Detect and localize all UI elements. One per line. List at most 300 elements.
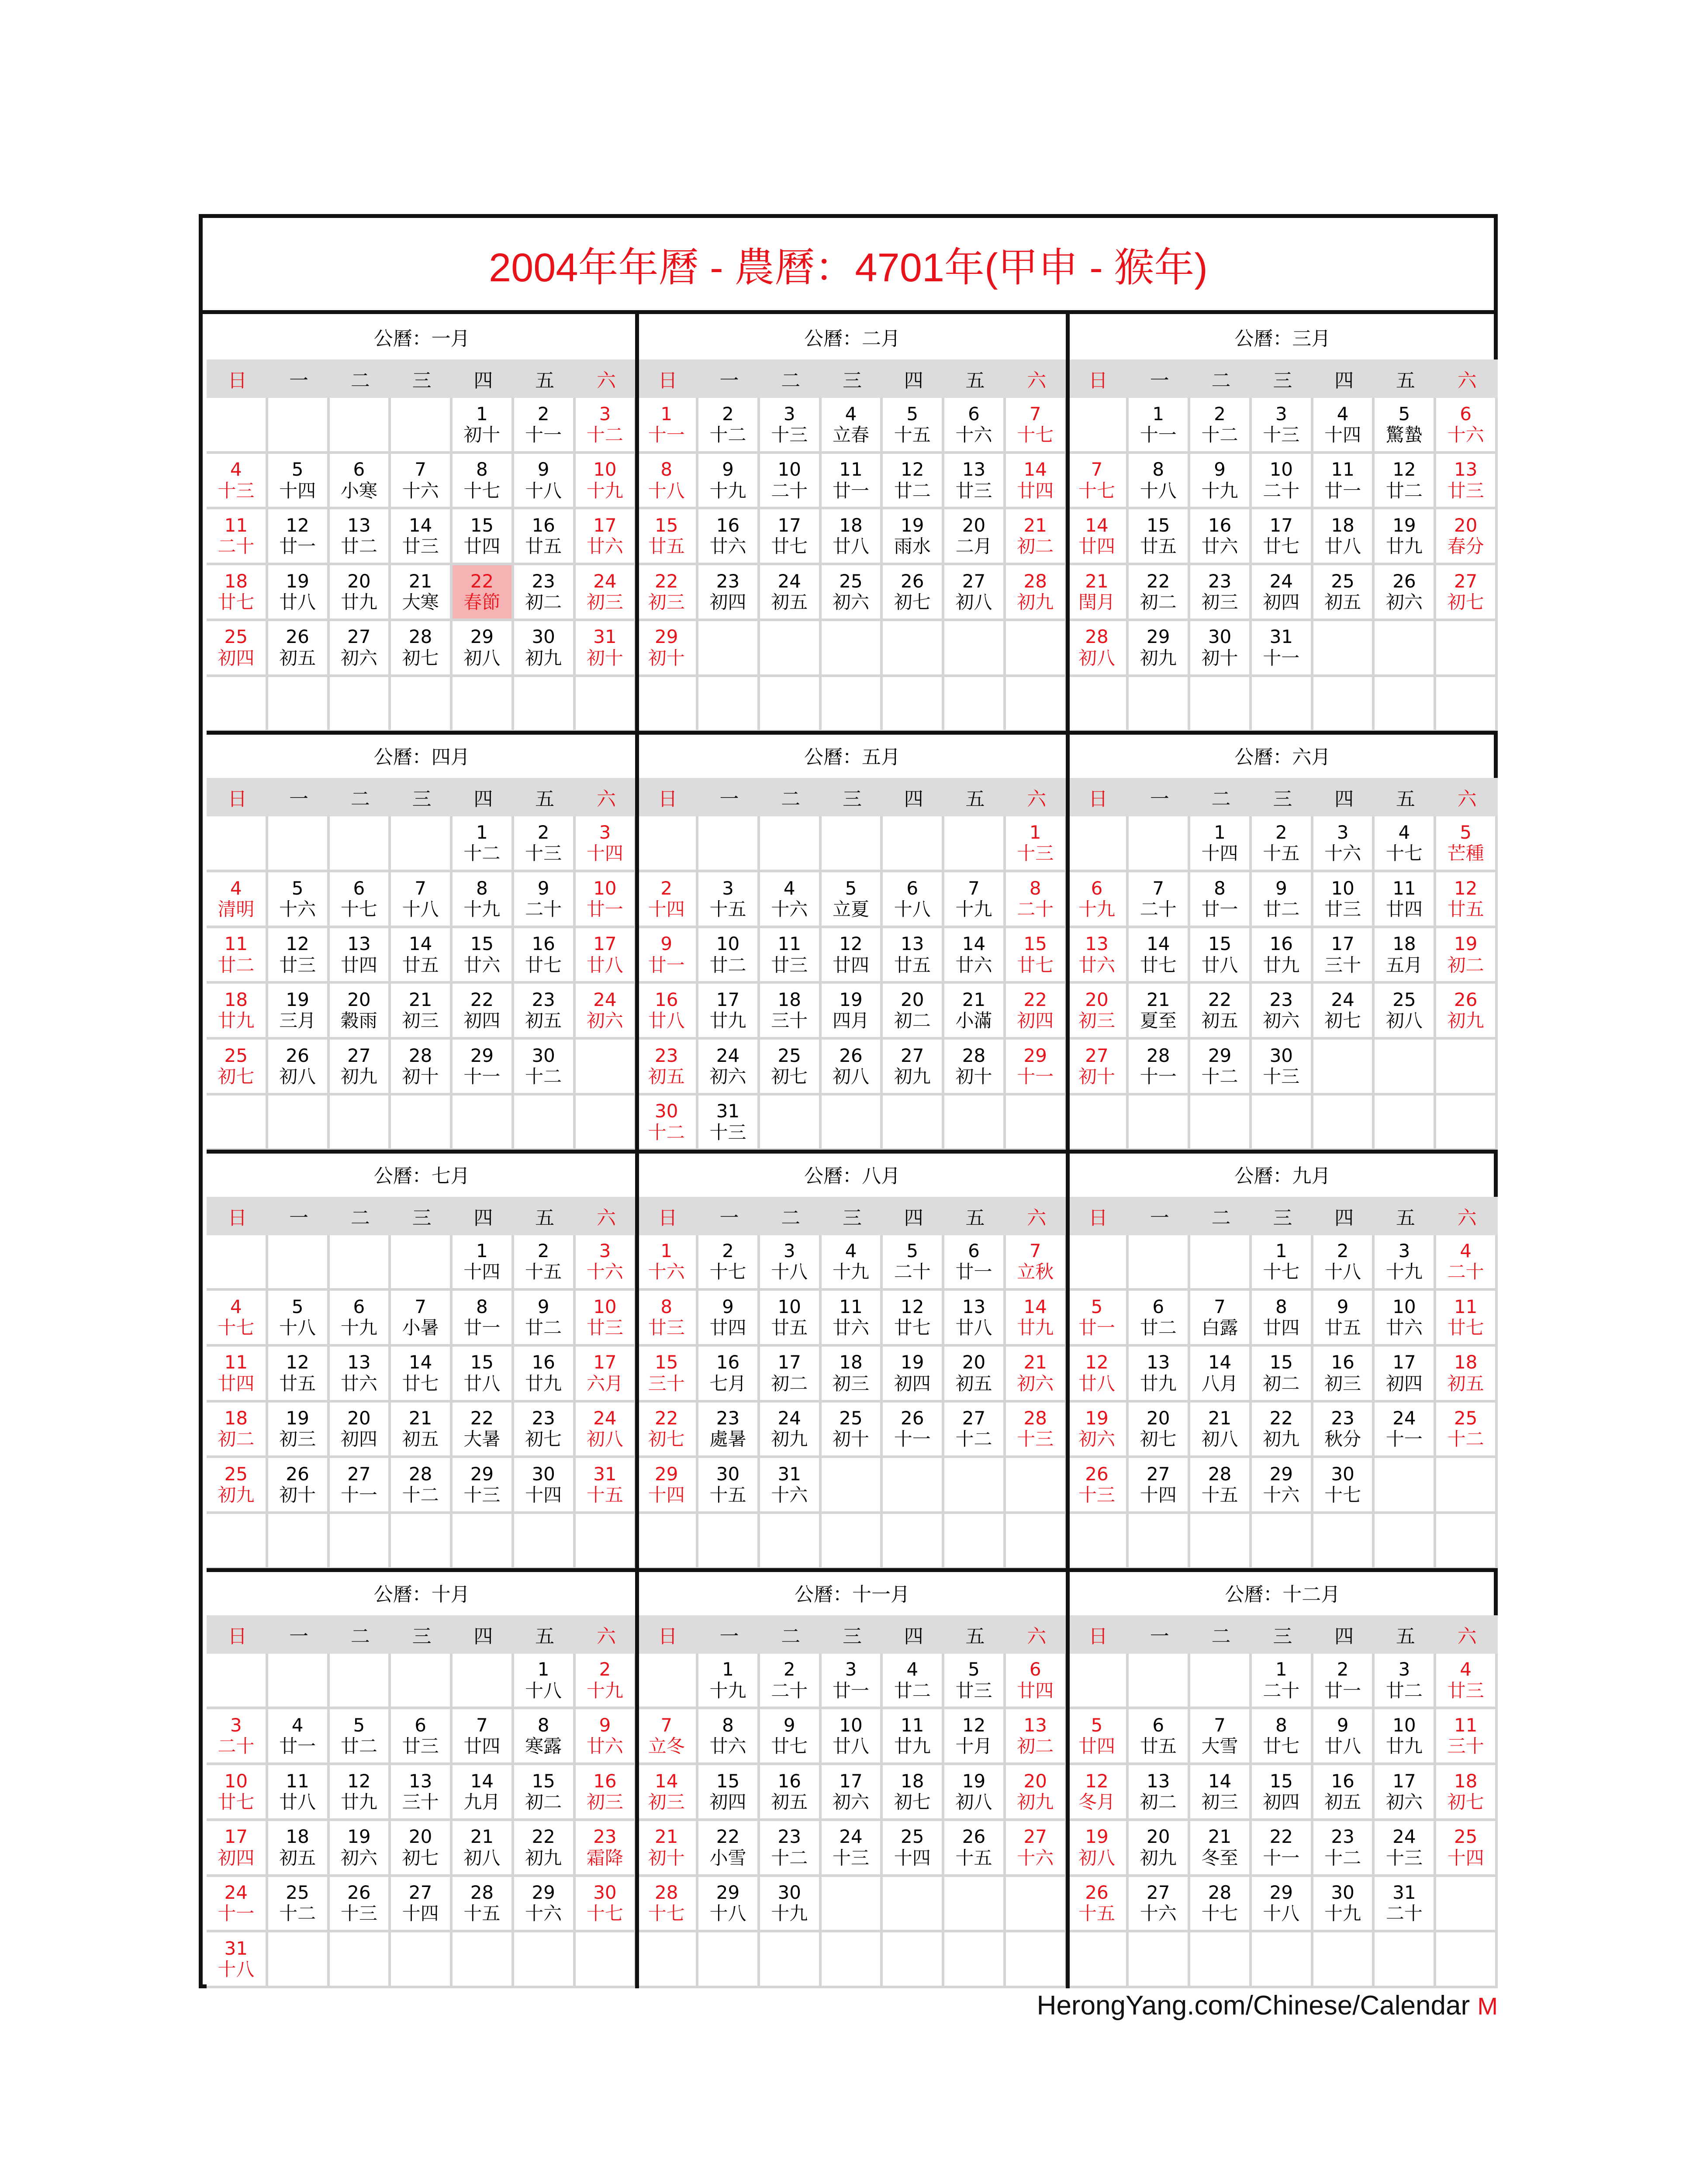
day-cell[interactable] [268, 872, 330, 928]
day-cell[interactable] [268, 984, 330, 1040]
day-cell[interactable] [207, 1765, 268, 1821]
day-cell[interactable] [760, 1040, 822, 1095]
day-cell[interactable] [514, 1709, 576, 1765]
day-cell[interactable] [1313, 984, 1375, 1040]
day-cell[interactable] [1375, 1765, 1436, 1821]
day-cell[interactable] [576, 454, 637, 510]
day-cell[interactable] [453, 1235, 514, 1291]
day-cell[interactable] [1252, 621, 1313, 677]
day-cell[interactable] [1436, 1709, 1498, 1765]
day-cell[interactable] [883, 872, 944, 928]
day-cell[interactable] [207, 1291, 268, 1347]
day-cell[interactable] [1252, 1403, 1313, 1458]
day-cell[interactable] [637, 1235, 698, 1291]
day-cell[interactable] [637, 1821, 698, 1877]
day-cell[interactable] [330, 1347, 391, 1403]
day-cell[interactable] [637, 984, 698, 1040]
day-cell[interactable] [1129, 1821, 1190, 1877]
day-cell[interactable] [1006, 565, 1068, 621]
day-cell[interactable] [1252, 1765, 1313, 1821]
day-cell[interactable] [391, 565, 453, 621]
day-cell[interactable] [637, 1765, 698, 1821]
day-cell[interactable] [1006, 1654, 1068, 1710]
day-cell[interactable] [698, 1403, 760, 1458]
day-cell[interactable] [760, 1458, 822, 1514]
day-cell[interactable] [637, 398, 698, 454]
day-cell[interactable] [1068, 1458, 1129, 1514]
day-cell[interactable] [637, 1403, 698, 1458]
day-cell[interactable] [1252, 454, 1313, 510]
day-cell[interactable] [391, 1458, 453, 1514]
day-cell[interactable] [576, 565, 637, 621]
day-cell[interactable] [1006, 872, 1068, 928]
day-cell[interactable] [944, 509, 1006, 565]
day-cell[interactable] [1190, 1347, 1252, 1403]
day-cell[interactable] [391, 1765, 453, 1821]
day-cell[interactable] [1436, 454, 1498, 510]
day-cell[interactable] [698, 928, 760, 984]
day-cell[interactable] [453, 621, 514, 677]
day-cell[interactable] [330, 509, 391, 565]
day-cell[interactable] [760, 872, 822, 928]
day-cell[interactable] [207, 1932, 268, 1988]
day-cell[interactable] [1252, 1291, 1313, 1347]
day-cell[interactable] [883, 984, 944, 1040]
day-cell[interactable] [576, 398, 637, 454]
day-cell[interactable] [1129, 1403, 1190, 1458]
day-cell[interactable] [576, 509, 637, 565]
day-cell[interactable] [1006, 1291, 1068, 1347]
day-cell[interactable] [391, 1347, 453, 1403]
day-cell[interactable] [1313, 928, 1375, 984]
day-cell[interactable] [1190, 565, 1252, 621]
day-cell[interactable] [883, 1403, 944, 1458]
day-cell[interactable] [268, 1291, 330, 1347]
day-cell[interactable] [944, 565, 1006, 621]
day-cell[interactable] [1129, 1347, 1190, 1403]
day-cell[interactable] [1252, 1235, 1313, 1291]
day-cell[interactable] [514, 1040, 576, 1095]
day-cell[interactable] [698, 1877, 760, 1933]
day-cell[interactable] [391, 621, 453, 677]
day-cell[interactable] [330, 1291, 391, 1347]
day-cell[interactable] [514, 1458, 576, 1514]
day-cell[interactable] [883, 1347, 944, 1403]
day-cell[interactable] [453, 1709, 514, 1765]
day-cell[interactable] [1190, 1821, 1252, 1877]
day-cell[interactable] [1129, 1709, 1190, 1765]
day-cell[interactable] [453, 454, 514, 510]
day-cell[interactable] [514, 816, 576, 872]
day-cell[interactable] [1252, 872, 1313, 928]
day-cell[interactable] [1375, 1403, 1436, 1458]
day-cell[interactable] [207, 984, 268, 1040]
day-cell[interactable] [1375, 816, 1436, 872]
day-cell[interactable] [822, 1765, 883, 1821]
day-cell[interactable] [391, 1709, 453, 1765]
day-cell[interactable] [514, 454, 576, 510]
day-cell[interactable] [514, 621, 576, 677]
day-cell[interactable] [453, 1291, 514, 1347]
day-cell[interactable] [1436, 984, 1498, 1040]
day-cell[interactable] [883, 565, 944, 621]
day-cell[interactable] [760, 398, 822, 454]
day-cell[interactable] [1190, 1709, 1252, 1765]
day-cell[interactable] [944, 1235, 1006, 1291]
day-cell[interactable] [207, 1458, 268, 1514]
day-cell[interactable] [1436, 872, 1498, 928]
day-cell[interactable] [268, 1821, 330, 1877]
day-cell[interactable] [207, 872, 268, 928]
day-cell[interactable] [1006, 398, 1068, 454]
day-cell[interactable] [1006, 1347, 1068, 1403]
day-cell[interactable] [698, 1347, 760, 1403]
day-cell[interactable] [760, 928, 822, 984]
day-cell[interactable] [453, 1403, 514, 1458]
day-cell[interactable] [1313, 1821, 1375, 1877]
day-cell[interactable] [1436, 1235, 1498, 1291]
day-cell[interactable] [268, 1709, 330, 1765]
day-cell[interactable] [330, 565, 391, 621]
day-cell[interactable] [576, 872, 637, 928]
day-cell[interactable] [391, 1291, 453, 1347]
day-cell[interactable] [822, 984, 883, 1040]
day-cell[interactable] [1252, 1458, 1313, 1514]
day-cell[interactable] [1068, 454, 1129, 510]
day-cell[interactable] [1068, 1347, 1129, 1403]
day-cell[interactable] [207, 621, 268, 677]
day-cell[interactable] [514, 1654, 576, 1710]
day-cell[interactable] [1313, 1765, 1375, 1821]
day-cell[interactable] [391, 872, 453, 928]
day-cell[interactable] [330, 928, 391, 984]
day-cell[interactable] [1375, 1877, 1436, 1933]
day-cell[interactable] [1252, 816, 1313, 872]
day-cell[interactable] [453, 1765, 514, 1821]
day-cell[interactable] [1313, 565, 1375, 621]
day-cell[interactable] [576, 984, 637, 1040]
day-cell[interactable] [330, 984, 391, 1040]
day-cell[interactable] [1436, 1291, 1498, 1347]
day-cell[interactable] [944, 1040, 1006, 1095]
day-cell[interactable] [1006, 454, 1068, 510]
day-cell[interactable] [1313, 1458, 1375, 1514]
day-cell[interactable] [1190, 1040, 1252, 1095]
day-cell[interactable] [453, 398, 514, 454]
day-cell[interactable] [637, 1709, 698, 1765]
day-cell[interactable] [1190, 398, 1252, 454]
day-cell[interactable] [637, 1291, 698, 1347]
day-cell[interactable] [1313, 816, 1375, 872]
day-cell[interactable] [453, 565, 514, 621]
day-cell[interactable] [760, 1235, 822, 1291]
day-cell[interactable] [514, 1877, 576, 1933]
day-cell[interactable] [268, 621, 330, 677]
day-cell[interactable] [637, 1877, 698, 1933]
day-cell[interactable] [268, 1458, 330, 1514]
day-cell[interactable] [1375, 928, 1436, 984]
day-cell[interactable] [391, 1821, 453, 1877]
day-cell[interactable] [268, 509, 330, 565]
day-cell[interactable] [268, 1040, 330, 1095]
day-cell[interactable] [944, 872, 1006, 928]
day-cell[interactable] [698, 509, 760, 565]
day-cell[interactable] [944, 454, 1006, 510]
day-cell[interactable] [1313, 1877, 1375, 1933]
day-cell[interactable] [698, 984, 760, 1040]
day-cell[interactable] [1068, 1291, 1129, 1347]
day-cell[interactable] [514, 509, 576, 565]
day-cell[interactable] [1313, 872, 1375, 928]
day-cell[interactable] [1129, 872, 1190, 928]
day-cell[interactable] [822, 398, 883, 454]
day-cell[interactable] [391, 1040, 453, 1095]
day-cell[interactable] [1436, 509, 1498, 565]
day-cell[interactable] [207, 509, 268, 565]
day-cell[interactable] [330, 872, 391, 928]
day-cell[interactable] [1190, 1877, 1252, 1933]
day-cell[interactable] [330, 1458, 391, 1514]
day-cell[interactable] [944, 928, 1006, 984]
day-cell[interactable] [1129, 1291, 1190, 1347]
day-cell[interactable] [1436, 816, 1498, 872]
day-cell[interactable] [268, 565, 330, 621]
day-cell[interactable] [1006, 1709, 1068, 1765]
day-cell[interactable] [1375, 984, 1436, 1040]
day-cell[interactable] [1068, 1709, 1129, 1765]
day-cell[interactable] [207, 454, 268, 510]
day-cell[interactable] [760, 1877, 822, 1933]
day-cell[interactable] [883, 398, 944, 454]
day-cell[interactable] [637, 1458, 698, 1514]
day-cell[interactable] [453, 1347, 514, 1403]
day-cell[interactable] [576, 928, 637, 984]
day-cell[interactable] [1313, 509, 1375, 565]
day-cell[interactable] [1190, 984, 1252, 1040]
day-cell[interactable] [1068, 621, 1129, 677]
day-cell[interactable] [1252, 398, 1313, 454]
day-cell[interactable] [1068, 984, 1129, 1040]
day-cell[interactable] [1313, 1709, 1375, 1765]
day-cell[interactable] [1375, 1654, 1436, 1710]
day-cell[interactable] [1313, 454, 1375, 510]
day-cell[interactable] [514, 1291, 576, 1347]
day-cell[interactable] [1190, 621, 1252, 677]
day-cell[interactable] [760, 1403, 822, 1458]
footer-attribution[interactable] [1037, 1990, 1498, 2021]
day-cell[interactable] [1436, 1654, 1498, 1710]
day-cell[interactable] [1068, 565, 1129, 621]
day-cell[interactable] [944, 1347, 1006, 1403]
day-cell[interactable] [760, 1709, 822, 1765]
day-cell[interactable] [1436, 398, 1498, 454]
day-cell[interactable] [698, 1458, 760, 1514]
day-cell[interactable] [698, 1095, 760, 1151]
day-cell[interactable] [1313, 398, 1375, 454]
day-cell[interactable] [822, 1654, 883, 1710]
day-cell[interactable] [1006, 1765, 1068, 1821]
day-cell[interactable] [760, 1765, 822, 1821]
day-cell[interactable] [698, 1709, 760, 1765]
day-cell[interactable] [883, 1040, 944, 1095]
day-cell[interactable] [1006, 1403, 1068, 1458]
day-cell[interactable] [822, 1235, 883, 1291]
day-cell[interactable] [1190, 509, 1252, 565]
day-cell[interactable] [514, 872, 576, 928]
day-cell[interactable] [1129, 1765, 1190, 1821]
day-cell[interactable] [330, 1765, 391, 1821]
day-cell[interactable] [453, 1040, 514, 1095]
day-cell[interactable] [944, 1821, 1006, 1877]
day-cell[interactable] [944, 398, 1006, 454]
day-cell[interactable] [1129, 1458, 1190, 1514]
day-cell[interactable] [207, 565, 268, 621]
day-cell[interactable] [883, 1291, 944, 1347]
day-cell[interactable] [391, 454, 453, 510]
day-cell[interactable] [1375, 1291, 1436, 1347]
day-cell[interactable] [1129, 621, 1190, 677]
day-cell[interactable] [1375, 509, 1436, 565]
day-cell[interactable] [268, 928, 330, 984]
day-cell[interactable] [207, 1347, 268, 1403]
day-cell[interactable] [576, 816, 637, 872]
day-cell[interactable] [1006, 509, 1068, 565]
day-cell[interactable] [883, 1235, 944, 1291]
day-cell[interactable] [760, 509, 822, 565]
day-cell[interactable] [207, 1709, 268, 1765]
day-cell[interactable] [1252, 1654, 1313, 1710]
day-cell[interactable] [391, 984, 453, 1040]
day-cell[interactable] [883, 1765, 944, 1821]
day-cell[interactable] [1129, 928, 1190, 984]
day-cell[interactable] [453, 816, 514, 872]
day-cell[interactable] [391, 509, 453, 565]
day-cell[interactable] [760, 984, 822, 1040]
day-cell[interactable] [1129, 398, 1190, 454]
day-cell[interactable] [637, 928, 698, 984]
day-cell[interactable] [1313, 1347, 1375, 1403]
day-cell[interactable] [822, 1821, 883, 1877]
day-cell[interactable] [1129, 1877, 1190, 1933]
day-cell[interactable] [883, 509, 944, 565]
day-cell[interactable] [822, 1040, 883, 1095]
day-cell[interactable] [576, 1347, 637, 1403]
day-cell[interactable] [698, 1235, 760, 1291]
day-cell[interactable] [1190, 1403, 1252, 1458]
day-cell[interactable] [637, 1040, 698, 1095]
day-cell[interactable] [1068, 872, 1129, 928]
day-cell[interactable] [1068, 1821, 1129, 1877]
day-cell[interactable] [1436, 1821, 1498, 1877]
day-cell[interactable] [944, 1403, 1006, 1458]
day-cell[interactable] [883, 1709, 944, 1765]
day-cell[interactable] [1375, 1347, 1436, 1403]
day-cell[interactable] [698, 398, 760, 454]
day-cell[interactable] [1375, 565, 1436, 621]
day-cell[interactable] [268, 1403, 330, 1458]
day-cell[interactable] [1006, 928, 1068, 984]
day-cell[interactable] [1375, 398, 1436, 454]
day-cell[interactable] [268, 454, 330, 510]
day-cell[interactable] [514, 565, 576, 621]
day-cell[interactable] [1252, 928, 1313, 984]
day-cell[interactable] [330, 1709, 391, 1765]
day-cell[interactable] [1068, 1040, 1129, 1095]
day-cell[interactable] [268, 1347, 330, 1403]
day-cell[interactable] [207, 1877, 268, 1933]
day-cell[interactable] [576, 1291, 637, 1347]
day-cell[interactable] [1313, 1291, 1375, 1347]
day-cell[interactable] [1006, 984, 1068, 1040]
day-cell[interactable] [637, 565, 698, 621]
day-cell[interactable] [1436, 565, 1498, 621]
day-cell[interactable] [576, 1235, 637, 1291]
day-cell[interactable] [514, 1347, 576, 1403]
day-cell[interactable] [330, 454, 391, 510]
day-cell[interactable] [1375, 1821, 1436, 1877]
day-cell[interactable] [268, 1765, 330, 1821]
day-cell[interactable] [514, 984, 576, 1040]
day-cell[interactable] [698, 872, 760, 928]
day-cell[interactable] [330, 1877, 391, 1933]
day-cell[interactable] [698, 1040, 760, 1095]
day-cell[interactable] [1068, 928, 1129, 984]
day-cell[interactable] [1375, 454, 1436, 510]
day-cell[interactable] [822, 928, 883, 984]
day-cell[interactable] [391, 1877, 453, 1933]
day-cell[interactable] [1190, 872, 1252, 928]
day-cell[interactable] [453, 984, 514, 1040]
day-cell[interactable] [883, 1654, 944, 1710]
day-cell[interactable] [637, 872, 698, 928]
day-cell[interactable] [698, 1821, 760, 1877]
day-cell[interactable] [576, 1821, 637, 1877]
day-cell[interactable] [822, 565, 883, 621]
day-cell[interactable] [1252, 1347, 1313, 1403]
day-cell[interactable] [760, 565, 822, 621]
day-cell[interactable] [637, 621, 698, 677]
day-cell[interactable] [1436, 928, 1498, 984]
day-cell[interactable] [207, 928, 268, 984]
day-cell[interactable] [1375, 1709, 1436, 1765]
day-cell[interactable] [207, 1821, 268, 1877]
day-cell[interactable] [1190, 816, 1252, 872]
day-cell[interactable] [637, 454, 698, 510]
day-cell[interactable] [1190, 454, 1252, 510]
day-cell[interactable] [207, 1040, 268, 1095]
day-cell[interactable] [822, 1403, 883, 1458]
day-cell[interactable] [822, 1291, 883, 1347]
day-cell[interactable] [514, 1235, 576, 1291]
day-cell[interactable] [453, 509, 514, 565]
day-cell[interactable] [1068, 1877, 1129, 1933]
day-cell[interactable] [698, 454, 760, 510]
day-cell[interactable] [1252, 1040, 1313, 1095]
day-cell[interactable] [514, 398, 576, 454]
day-cell[interactable] [576, 1877, 637, 1933]
day-cell[interactable] [698, 565, 760, 621]
day-cell[interactable] [453, 928, 514, 984]
day-cell[interactable] [637, 509, 698, 565]
day-cell[interactable] [1190, 1458, 1252, 1514]
day-cell[interactable] [1190, 928, 1252, 984]
day-cell[interactable] [760, 1821, 822, 1877]
day-cell[interactable] [1375, 1235, 1436, 1291]
day-cell[interactable] [944, 1765, 1006, 1821]
day-cell[interactable] [1006, 816, 1068, 872]
day-cell[interactable] [822, 1709, 883, 1765]
day-cell[interactable] [822, 872, 883, 928]
